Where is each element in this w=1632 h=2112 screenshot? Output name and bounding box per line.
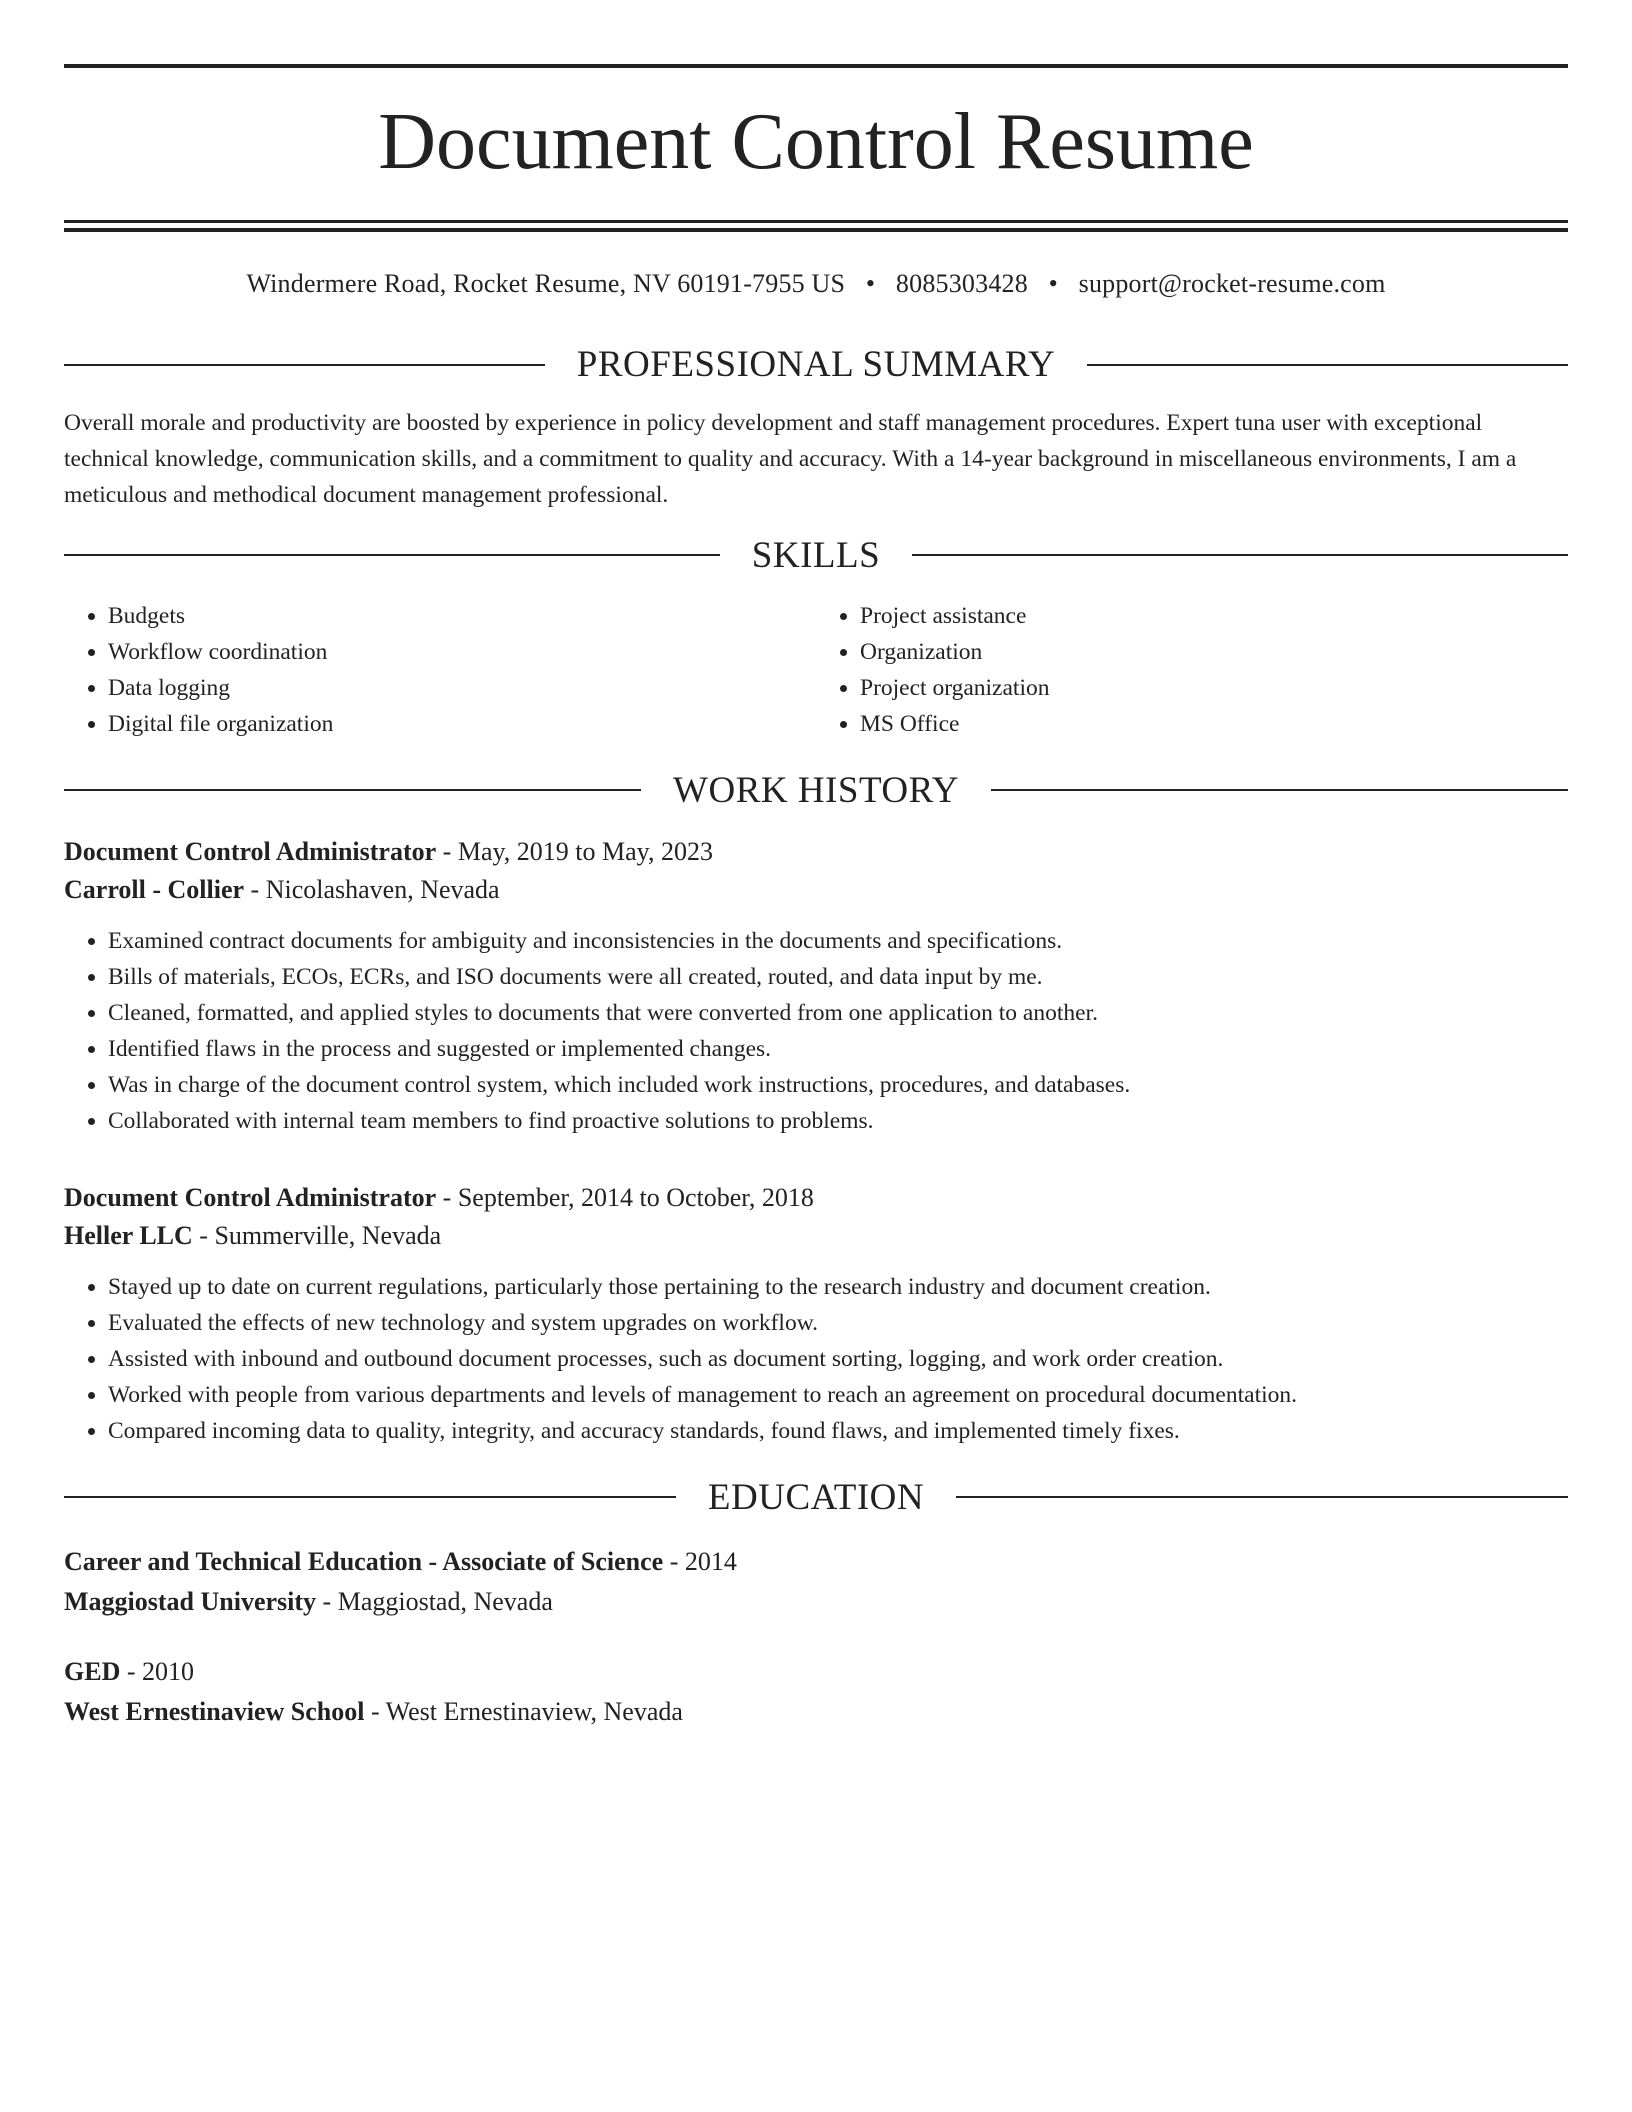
skill-item: • Data logging bbox=[108, 670, 816, 706]
skill-item: • Project organization bbox=[860, 670, 1568, 706]
education-entry bbox=[64, 1652, 1568, 1732]
job-bullet: • Stayed up to date on current regulations, particularly those pertaining to the research industry and document creation. bbox=[108, 1269, 1568, 1305]
contact-address: Windermere Road, Rocket Resume, NV 60191-7955 US bbox=[246, 269, 846, 298]
skill-item: • Workflow coordination bbox=[108, 634, 816, 670]
contact-email: support@rocket-resume.com bbox=[1078, 269, 1386, 298]
education-entry bbox=[64, 1542, 1568, 1622]
contact-line bbox=[64, 268, 1568, 299]
job-entry bbox=[64, 1179, 1568, 1449]
education-school: West Ernestinaview School bbox=[64, 1696, 365, 1726]
job-bullets bbox=[64, 1269, 1568, 1449]
section-title: PROFESSIONAL SUMMARY bbox=[576, 344, 1056, 386]
skills-list bbox=[64, 598, 1568, 742]
job-entry bbox=[64, 833, 1568, 1139]
job-company: Heller LLC bbox=[64, 1220, 193, 1250]
section-heading-education bbox=[64, 1476, 1568, 1518]
heading-rule-left bbox=[64, 554, 720, 556]
education-school-line bbox=[64, 1692, 1568, 1732]
job-title-line bbox=[64, 833, 1568, 871]
contact-separator: • bbox=[865, 269, 876, 298]
skill-item: • Budgets bbox=[108, 598, 816, 634]
education-degree-line bbox=[64, 1652, 1568, 1692]
job-company-line bbox=[64, 1217, 1568, 1255]
section-title: SKILLS bbox=[751, 534, 881, 576]
skill-item: • Project assistance bbox=[860, 598, 1568, 634]
education-year: - 2014 bbox=[663, 1546, 737, 1576]
job-dates: - September, 2014 to October, 2018 bbox=[436, 1182, 814, 1212]
job-bullet: • Worked with people from various departments and levels of management to reach an agreement on procedural documentation. bbox=[108, 1377, 1568, 1413]
section-heading-work-history bbox=[64, 769, 1568, 811]
education-year: - 2010 bbox=[120, 1656, 195, 1686]
skill-item: • Digital file organization bbox=[108, 706, 816, 742]
skills-column-right bbox=[816, 598, 1568, 742]
heading-rule-left bbox=[64, 1496, 676, 1498]
section-title: WORK HISTORY bbox=[673, 769, 959, 811]
title-double-rule bbox=[64, 220, 1568, 232]
job-bullet: • Collaborated with internal team members to find proactive solutions to problems. bbox=[108, 1103, 1568, 1139]
education-location: - West Ernestinaview, Nevada bbox=[364, 1696, 683, 1726]
job-company-line bbox=[64, 871, 1568, 909]
education-school-line bbox=[64, 1582, 1568, 1622]
heading-rule-right bbox=[1087, 364, 1568, 366]
job-company: Carroll - Collier bbox=[64, 874, 245, 904]
education-location: - Maggiostad, Nevada bbox=[316, 1586, 553, 1616]
job-bullets bbox=[64, 923, 1568, 1139]
heading-rule-left bbox=[64, 364, 545, 366]
section-heading-summary bbox=[64, 344, 1568, 386]
job-title-line bbox=[64, 1179, 1568, 1217]
education-degree-line bbox=[64, 1542, 1568, 1582]
job-title: Document Control Administrator bbox=[64, 836, 437, 866]
heading-rule-right bbox=[956, 1496, 1568, 1498]
job-title: Document Control Administrator bbox=[64, 1182, 437, 1212]
job-bullet: • Cleaned, formatted, and applied styles to documents that were converted from one application to another. bbox=[108, 995, 1568, 1031]
skills-column-left bbox=[64, 598, 816, 742]
job-bullet: • Identified flaws in the process and suggested or implemented changes. bbox=[108, 1031, 1568, 1067]
contact-separator: • bbox=[1048, 269, 1058, 298]
summary-text: Overall morale and productivity are boosted by experience in policy development and staff management procedures. Expert tuna user with exceptional technical knowledge, communication skills, and a commitment to quality and accuracy. With a 14-year background in miscellaneous environments, I am a meticulous and methodical document management professional. bbox=[64, 410, 1517, 509]
job-location: - Nicolashaven, Nevada bbox=[244, 874, 500, 904]
skill-item: • Organization bbox=[860, 634, 1568, 670]
job-bullet: • Evaluated the effects of new technology and system upgrades on workflow. bbox=[108, 1305, 1568, 1341]
job-bullet: • Assisted with inbound and outbound document processes, such as document sorting, logging, and work order creation. bbox=[108, 1341, 1568, 1377]
contact-phone: 8085303428 bbox=[895, 269, 1028, 298]
heading-rule-right bbox=[991, 789, 1568, 791]
education-degree: GED bbox=[64, 1656, 121, 1686]
skill-item: • MS Office bbox=[860, 706, 1568, 742]
job-dates: - May, 2019 to May, 2023 bbox=[436, 836, 713, 866]
education-degree: Career and Technical Education - Associate of Science bbox=[64, 1546, 664, 1576]
job-bullet: • Was in charge of the document control system, which included work instructions, procedures, and databases. bbox=[108, 1067, 1568, 1103]
job-bullet: • Bills of materials, ECOs, ECRs, and ISO documents were all created, routed, and data input by me. bbox=[108, 959, 1568, 995]
heading-rule-left bbox=[64, 789, 641, 791]
job-bullet: • Examined contract documents for ambiguity and inconsistencies in the documents and specifications. bbox=[108, 923, 1568, 959]
education-school: Maggiostad University bbox=[64, 1586, 317, 1616]
section-title: EDUCATION bbox=[707, 1476, 925, 1518]
resume-title: Document Control Resume bbox=[378, 98, 1254, 186]
job-bullet: • Compared incoming data to quality, integrity, and accuracy standards, found flaws, and implemented timely fixes. bbox=[108, 1413, 1568, 1449]
job-location: - Summerville, Nevada bbox=[192, 1220, 442, 1250]
section-heading-skills bbox=[64, 534, 1568, 576]
top-rule bbox=[64, 64, 1568, 68]
heading-rule-right bbox=[912, 554, 1568, 556]
